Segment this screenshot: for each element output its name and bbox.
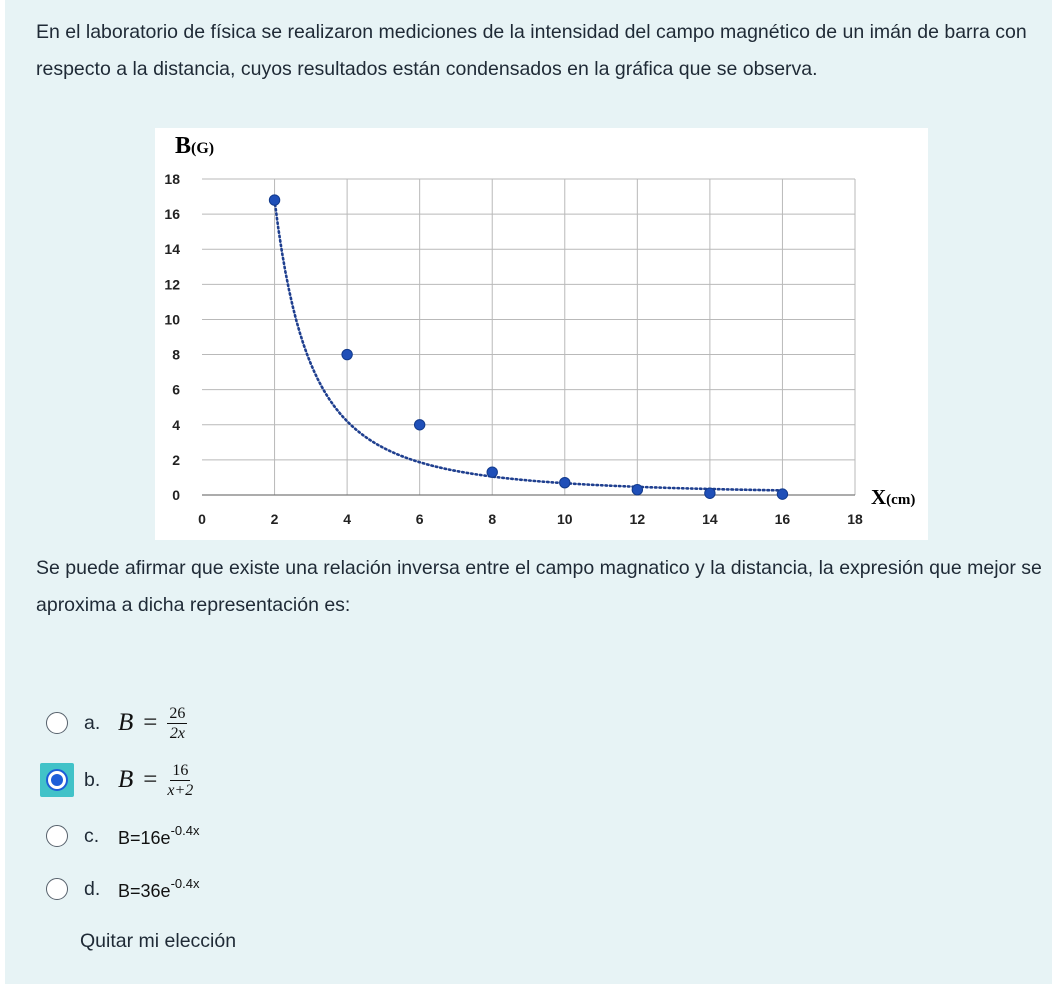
question-text: En el laboratorio de física se realizaron mediciones de la intensidad del campo magnético de un imán de barra con respecto a la distancia, cuyos resultados están condensados en la gráfica que se observa. bbox=[36, 21, 1027, 80]
option-a-denominator: 2x bbox=[169, 724, 185, 742]
option-b-formula bbox=[118, 762, 193, 799]
y-tick-label: 16 bbox=[164, 206, 180, 223]
option-b-numerator: 16 bbox=[172, 761, 189, 779]
option-c-exponent: -0.4x bbox=[170, 823, 200, 838]
x-tick-label: 0 bbox=[198, 511, 206, 527]
option-b-equals: = bbox=[143, 766, 158, 793]
option-c[interactable] bbox=[40, 816, 199, 856]
option-b-lhs: B bbox=[118, 766, 134, 793]
option-b-radio-wrap[interactable] bbox=[40, 763, 74, 797]
data-point bbox=[777, 489, 787, 499]
data-point bbox=[487, 467, 497, 477]
option-c-base: B=16e bbox=[118, 828, 171, 848]
y-axis-label bbox=[175, 133, 214, 160]
option-d-letter: d. bbox=[84, 877, 101, 900]
option-a[interactable] bbox=[40, 703, 187, 743]
y-tick-label: 6 bbox=[172, 381, 180, 398]
y-tick-label: 18 bbox=[164, 171, 180, 187]
x-tick-label: 10 bbox=[556, 511, 573, 527]
option-b-radio[interactable] bbox=[46, 769, 68, 791]
option-b-denominator: x+2 bbox=[167, 781, 194, 799]
option-a-fraction bbox=[167, 705, 187, 742]
option-b-letter: b. bbox=[84, 768, 101, 791]
chart-svg bbox=[155, 128, 928, 540]
y-axis-label-unit: (G) bbox=[191, 140, 215, 157]
option-b-fraction bbox=[167, 762, 193, 799]
x-tick-label: 12 bbox=[629, 511, 646, 527]
data-point bbox=[342, 349, 352, 359]
statement-text: Se puede afirmar que existe una relación inversa entre el campo magnatico y la distancia, la expresión que mejor se aproxima a dicha representación es: bbox=[36, 557, 1042, 616]
option-d-base: B=36e bbox=[118, 881, 171, 901]
clear-choice-link[interactable]: Quitar mi elección bbox=[80, 930, 237, 952]
option-a-radio-wrap[interactable] bbox=[40, 706, 74, 740]
y-tick-label: 0 bbox=[172, 487, 180, 503]
data-point bbox=[269, 195, 279, 205]
data-point bbox=[705, 488, 715, 498]
option-a-formula bbox=[118, 705, 187, 742]
option-c-letter: c. bbox=[84, 824, 100, 847]
x-tick-label: 18 bbox=[847, 511, 863, 527]
option-c-radio[interactable] bbox=[46, 825, 68, 847]
option-c-radio-wrap[interactable] bbox=[40, 819, 74, 853]
option-d-radio-wrap[interactable] bbox=[40, 872, 74, 906]
option-d-radio[interactable] bbox=[46, 878, 68, 900]
option-a-letter: a. bbox=[84, 711, 101, 734]
x-tick-label: 14 bbox=[702, 511, 718, 527]
option-a-lhs: B bbox=[118, 709, 134, 736]
option-b[interactable] bbox=[40, 760, 193, 800]
option-d-formula bbox=[118, 876, 199, 902]
y-tick-label: 4 bbox=[172, 416, 180, 433]
option-a-equals: = bbox=[143, 709, 158, 736]
x-tick-label: 8 bbox=[488, 511, 497, 527]
option-a-numerator: 26 bbox=[169, 704, 186, 722]
y-tick-label: 12 bbox=[164, 276, 180, 293]
data-point bbox=[560, 478, 570, 488]
option-a-radio[interactable] bbox=[46, 712, 68, 734]
x-tick-label: 2 bbox=[270, 511, 279, 527]
data-point bbox=[414, 420, 424, 430]
trend-curve bbox=[275, 200, 783, 490]
x-axis-label-unit: (cm) bbox=[886, 492, 916, 508]
data-point bbox=[632, 485, 642, 495]
y-axis-label-main: B bbox=[175, 133, 192, 159]
y-tick-label: 8 bbox=[172, 346, 180, 363]
option-c-formula bbox=[118, 823, 199, 849]
y-tick-label: 2 bbox=[172, 451, 180, 468]
y-tick-label: 10 bbox=[164, 311, 180, 328]
x-axis-label bbox=[871, 485, 915, 510]
y-tick-label: 14 bbox=[164, 241, 180, 258]
x-tick-label: 16 bbox=[774, 511, 791, 527]
option-d[interactable] bbox=[40, 869, 199, 909]
x-tick-label: 6 bbox=[415, 511, 424, 527]
x-axis-label-main: X bbox=[871, 485, 887, 509]
chart bbox=[155, 128, 928, 540]
option-d-exponent: -0.4x bbox=[170, 876, 200, 891]
x-tick-label: 4 bbox=[343, 511, 352, 527]
